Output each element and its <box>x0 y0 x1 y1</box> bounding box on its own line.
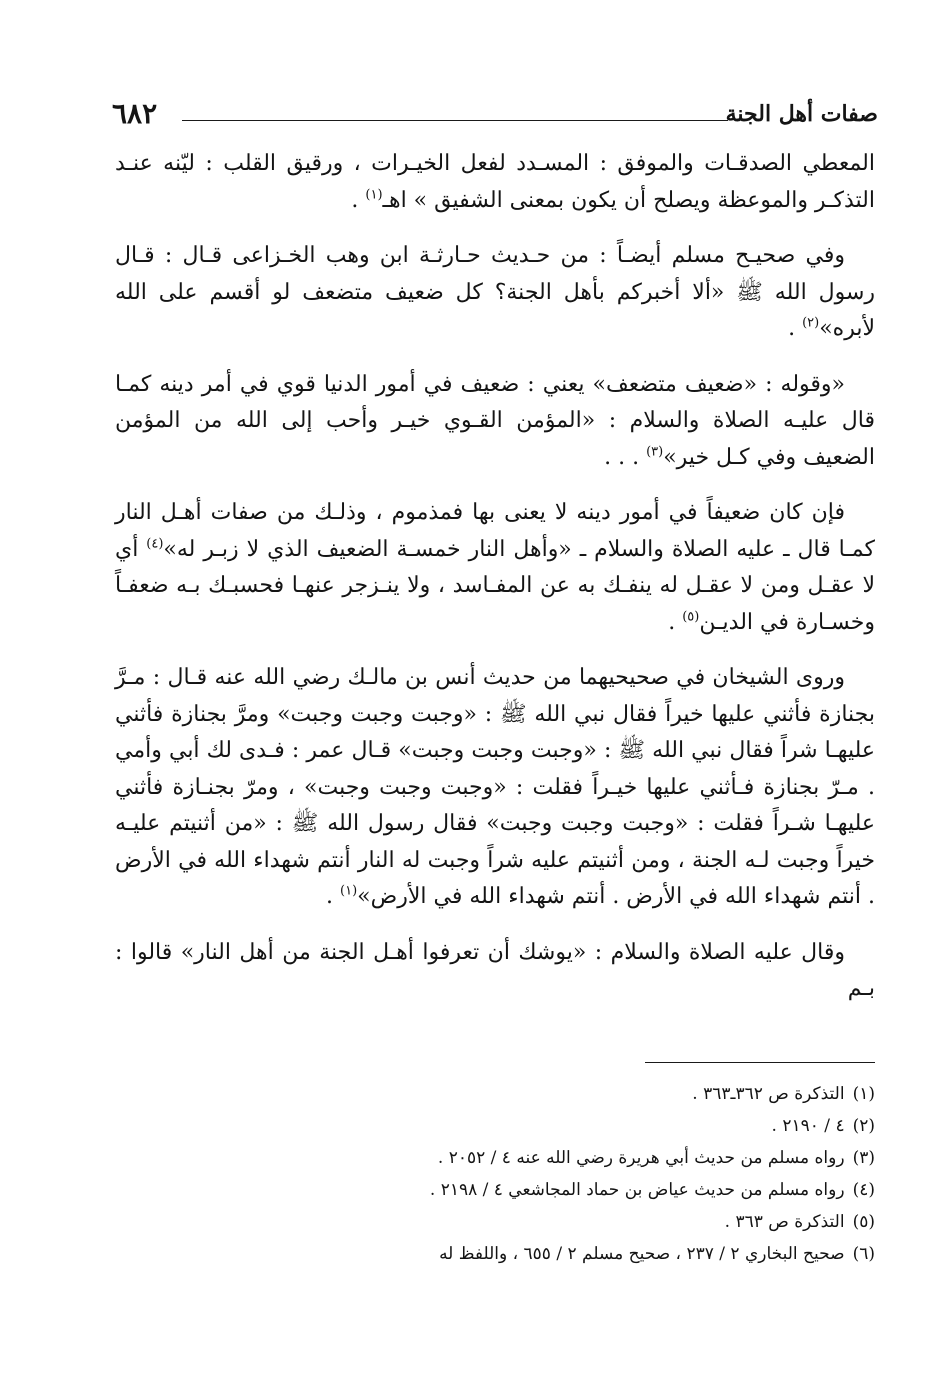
footnote-text: ٤ / ٢١٩٠ . <box>771 1116 845 1136</box>
footnote-number: (٤) <box>852 1180 875 1200</box>
footnote-item <box>150 1142 875 1174</box>
footnote-text: رواه مسلم من حديث عياض بن حماد المجاشعي ٤ / ٢١٩٨ . <box>429 1180 845 1200</box>
footnote-item <box>150 1174 875 1206</box>
paragraph-2: وفي صحيـح مسلم أيضـاً : من حـديث حـارثـة ابن وهب الخـزاعى قـال : قـال رسول الله ﷺ «ألا أخبركم بأهل الجنة؟ كل ضعيف متضعف لو أقسم على الله لأبره»$^{(٢)}$ . <box>115 243 875 341</box>
running-title: صفات أهل الجنة <box>725 101 878 127</box>
footnote-ref[interactable]: (٤) <box>146 536 164 552</box>
footnote-number: (٦) <box>852 1244 875 1264</box>
paragraph-1: المعطي الصدقـات والموفق : المسـدد لفعل الخيـرات ، ورقيق القلب : ليّنه عنـد التذكـر والموعظة ويصلح أن يكون بمعنى الشفيق » اهـ$^{(١)}$ . <box>115 151 875 213</box>
paragraph-6: وقال عليه الصلاة والسلام : «يوشك أن تعرفوا أهـل الجنة من أهل النار» قالوا : بـم <box>115 939 875 1001</box>
footnote-ref[interactable]: (٥) <box>682 609 700 625</box>
footnote-ref[interactable]: (٢) <box>802 315 820 331</box>
paragraph-4: فإن كان ضعيفاً في أمور دينه لا يعنى بها فمذموم ، وذلـك من صفات أهـل النار كمـا قال ـ عليه الصلاة والسلام ـ «وأهل النار خمسـة الضعيف الذي لا زبـر له»$^{(٤)}$ أي لا عقـل ومن لا عقـل له ينفـك به عن المفـاسد ، ولا ينـزجر عنهـا فحسبـك بـه ضعفـاً وخسـارة في الديـن$^{(٥)}$ . <box>115 500 875 635</box>
footnote-separator <box>645 1062 875 1063</box>
page-number: ٦٨٢ <box>112 97 158 130</box>
footnote-number: (١) <box>852 1084 875 1104</box>
paragraph-5: وروى الشيخان في صحيحيهما من حديث أنس بن مالـك رضي الله عنه قـال : مـرَّ بجنازة فأثني عليها خيراً فقال نبي الله ﷺ : «وجبت وجبت وجبت» ومرَّ بجنازة فأثني عليهـا شراً فقال نبي الله ﷺ : «وجبت وجبت وجبت» قـال عمر : فـدى لك أبي وأمي . مـرّ بجنازة فـأثني عليها خيـراً فقلت : «وجبت وجبت وجبت» ، ومرّ بجنـازة فأثني عليهـا شـراً فقلت : «وجبت وجبت وجبت» فقال رسول الله ﷺ : «من أثنيتم عليـه خيراً وجبت لـه الجنة ، ومن أثنيتم عليه شراً وجبت له النار أنتم شهداء الله في الأرض . أنتم شهداء الله في الأرض . أنتم شهداء الله في الأرض»$^{(١)}$ . <box>115 665 875 909</box>
footnote-item <box>150 1078 875 1110</box>
footnotes <box>150 1078 875 1270</box>
footnote-item <box>150 1238 875 1270</box>
footnote-text: التذكرة ص ٣٦٣ . <box>724 1212 845 1232</box>
footnote-ref[interactable]: (٣) <box>646 444 664 460</box>
footnote-number: (٢) <box>852 1116 875 1136</box>
footnote-ref[interactable]: (١) <box>365 187 383 203</box>
footnote-text: التذكرة ص ٣٦٢ـ٣٦٣ . <box>692 1084 845 1104</box>
page-header <box>112 96 878 136</box>
footnote-text: صحيح البخاري ٢ / ٢٣٧ ، صحيح مسلم ٢ / ٦٥٥ ، واللفظ له <box>439 1244 845 1264</box>
paragraph-3: «وقوله : «ضعيف متضعف» يعني : ضعيف في أمور الدنيا قوي في أمر دينه كمـا قال عليـه الصلاة والسلام : «المؤمن القـوي خيـر وأحب إلى الله من المؤمن الضعيف وفي كـل خير»$^{(٣)}$ . . . <box>115 371 875 470</box>
footnote-item <box>150 1206 875 1238</box>
footnote-text: رواه مسلم من حديث أبي هريرة رضي الله عنه ٤ / ٢٠٥٢ . <box>437 1148 845 1168</box>
footnote-number: (٥) <box>852 1212 875 1232</box>
footnote-number: (٣) <box>852 1148 875 1168</box>
header-rule <box>182 120 728 121</box>
main-text <box>115 146 875 1027</box>
footnote-item <box>150 1110 875 1142</box>
footnote-ref[interactable]: (١) <box>340 883 358 899</box>
